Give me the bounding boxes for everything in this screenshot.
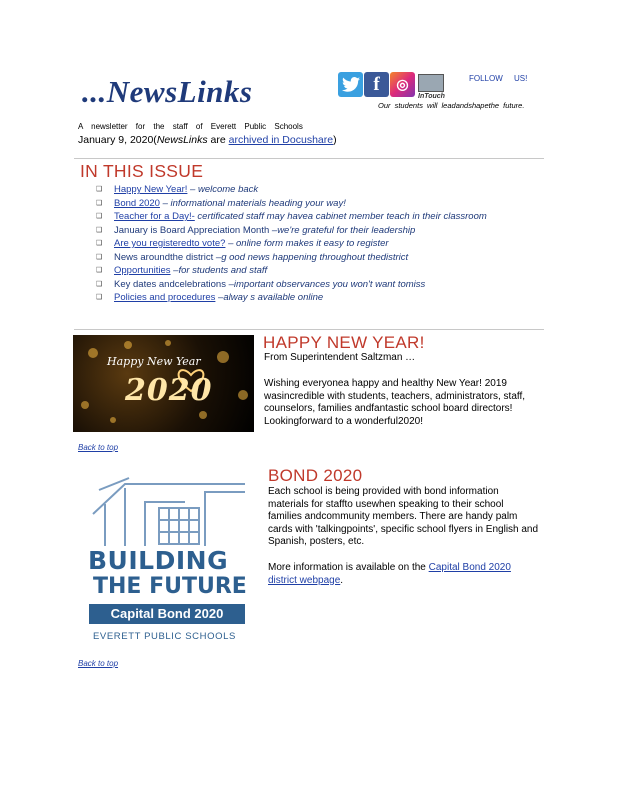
newsletter-subtitle: A newsletter for the staff of Everett Public Schools [78, 122, 303, 131]
intouch-label: InTouch [418, 93, 445, 100]
more-prefix: More information is available on the [268, 562, 429, 573]
bond-more-info [268, 562, 540, 587]
toc-text: January is Board Appreciation Month [114, 224, 270, 236]
logo-org: EVERETT PUBLIC SCHOOLS [93, 631, 236, 642]
facebook-icon[interactable]: f [364, 72, 389, 97]
toc-desc: – online form makes it easy to register [225, 238, 389, 249]
date-mid: are [207, 134, 229, 146]
twitter-icon[interactable] [338, 72, 363, 97]
divider [74, 158, 544, 159]
issue-date [78, 134, 337, 146]
toc-desc: –important observances you won't want tomiss [225, 278, 426, 290]
building-the-future-logo [85, 474, 253, 646]
toc-link[interactable]: Teacher for a Day!- [114, 211, 195, 222]
toc-desc: –alway s available online [215, 292, 324, 303]
follow-label: FOLLOW [469, 74, 503, 83]
happy-new-year-heading: HAPPY NEW YEAR! [263, 333, 425, 352]
date-prefix: January 9, 2020( [78, 134, 157, 146]
intouch-icon[interactable] [418, 74, 446, 98]
toc-link[interactable]: Bond 2020 [114, 197, 160, 209]
in-this-issue-heading: IN THIS ISSUE [80, 161, 204, 181]
toc-link[interactable]: Are you registeredto vote? [114, 238, 226, 249]
logo-band: Capital Bond 2020 [89, 604, 245, 624]
docushare-link[interactable]: archived in Docushare [228, 134, 334, 146]
bond-body: Each school is being provided with bond information materials for staffto usewhen speaking to their school families andcommunity members. There are handy palm cards with 'talkingpoints', specific school flyers in English and Spanish, posters, etc. [268, 486, 539, 547]
us-label: US! [514, 74, 528, 83]
bond-heading: BOND 2020 [268, 466, 363, 485]
happy-new-year-body: Wishing everyonea happy and healthy New Year! 2019 wasincredible with students, teachers, administrators, staff, counselors, families andfantastic school board directors! Lookingforward to a wonderful2020! [264, 378, 526, 427]
more-suffix: . [340, 574, 344, 586]
toc-desc: – welcome back [187, 184, 259, 195]
image-year-text: 2020 [125, 373, 213, 408]
toc-text: Key dates andcelebrations [114, 278, 226, 290]
toc-link[interactable]: Opportunities [114, 265, 171, 276]
toc-item [96, 197, 526, 211]
bond-webpage-link[interactable]: Capital Bond 2020 district webpage [268, 562, 511, 586]
date-italic: NewsLinks [156, 134, 208, 146]
toc-item [96, 278, 526, 292]
toc-desc: –g ood news happening throughout thedistrict [213, 251, 409, 263]
toc-item [96, 224, 526, 238]
toc-link[interactable]: Policies and procedures [114, 292, 216, 303]
toc-desc: –we're grateful for their leadership [269, 224, 416, 236]
toc-item [96, 291, 526, 305]
toc-item [96, 264, 526, 278]
instagram-icon[interactable]: ◎ [390, 72, 415, 97]
logo-line1: BUILDING [88, 546, 229, 575]
image-script-text: Happy New Year [107, 355, 201, 368]
back-to-top-link[interactable]: Back to top [78, 443, 119, 452]
toc-item [96, 251, 526, 265]
toc-item [96, 237, 526, 251]
toc-desc: –for students and staff [170, 265, 268, 276]
byline: From Superintendent Saltzman … [264, 352, 416, 363]
logo-line2: THE FUTURE [93, 574, 247, 599]
date-suffix: ) [333, 134, 337, 146]
toc-item [96, 183, 526, 197]
toc-desc: – informational materials heading your way! [159, 197, 346, 209]
toc-list [96, 183, 526, 305]
divider [74, 329, 544, 330]
tagline: Our students will leadandshapethe future. [378, 101, 525, 110]
toc-desc: certificated staff may havea cabinet member teach in their classroom [194, 211, 487, 222]
back-to-top-link[interactable]: Back to top [78, 659, 119, 668]
monitor-icon [418, 74, 444, 92]
happy-new-year-image [73, 335, 254, 432]
toc-item [96, 210, 526, 224]
newsletter-title: ...NewsLinks [82, 74, 253, 109]
toc-text: News aroundthe district [114, 251, 214, 263]
toc-link[interactable]: Happy New Year! [114, 184, 188, 195]
